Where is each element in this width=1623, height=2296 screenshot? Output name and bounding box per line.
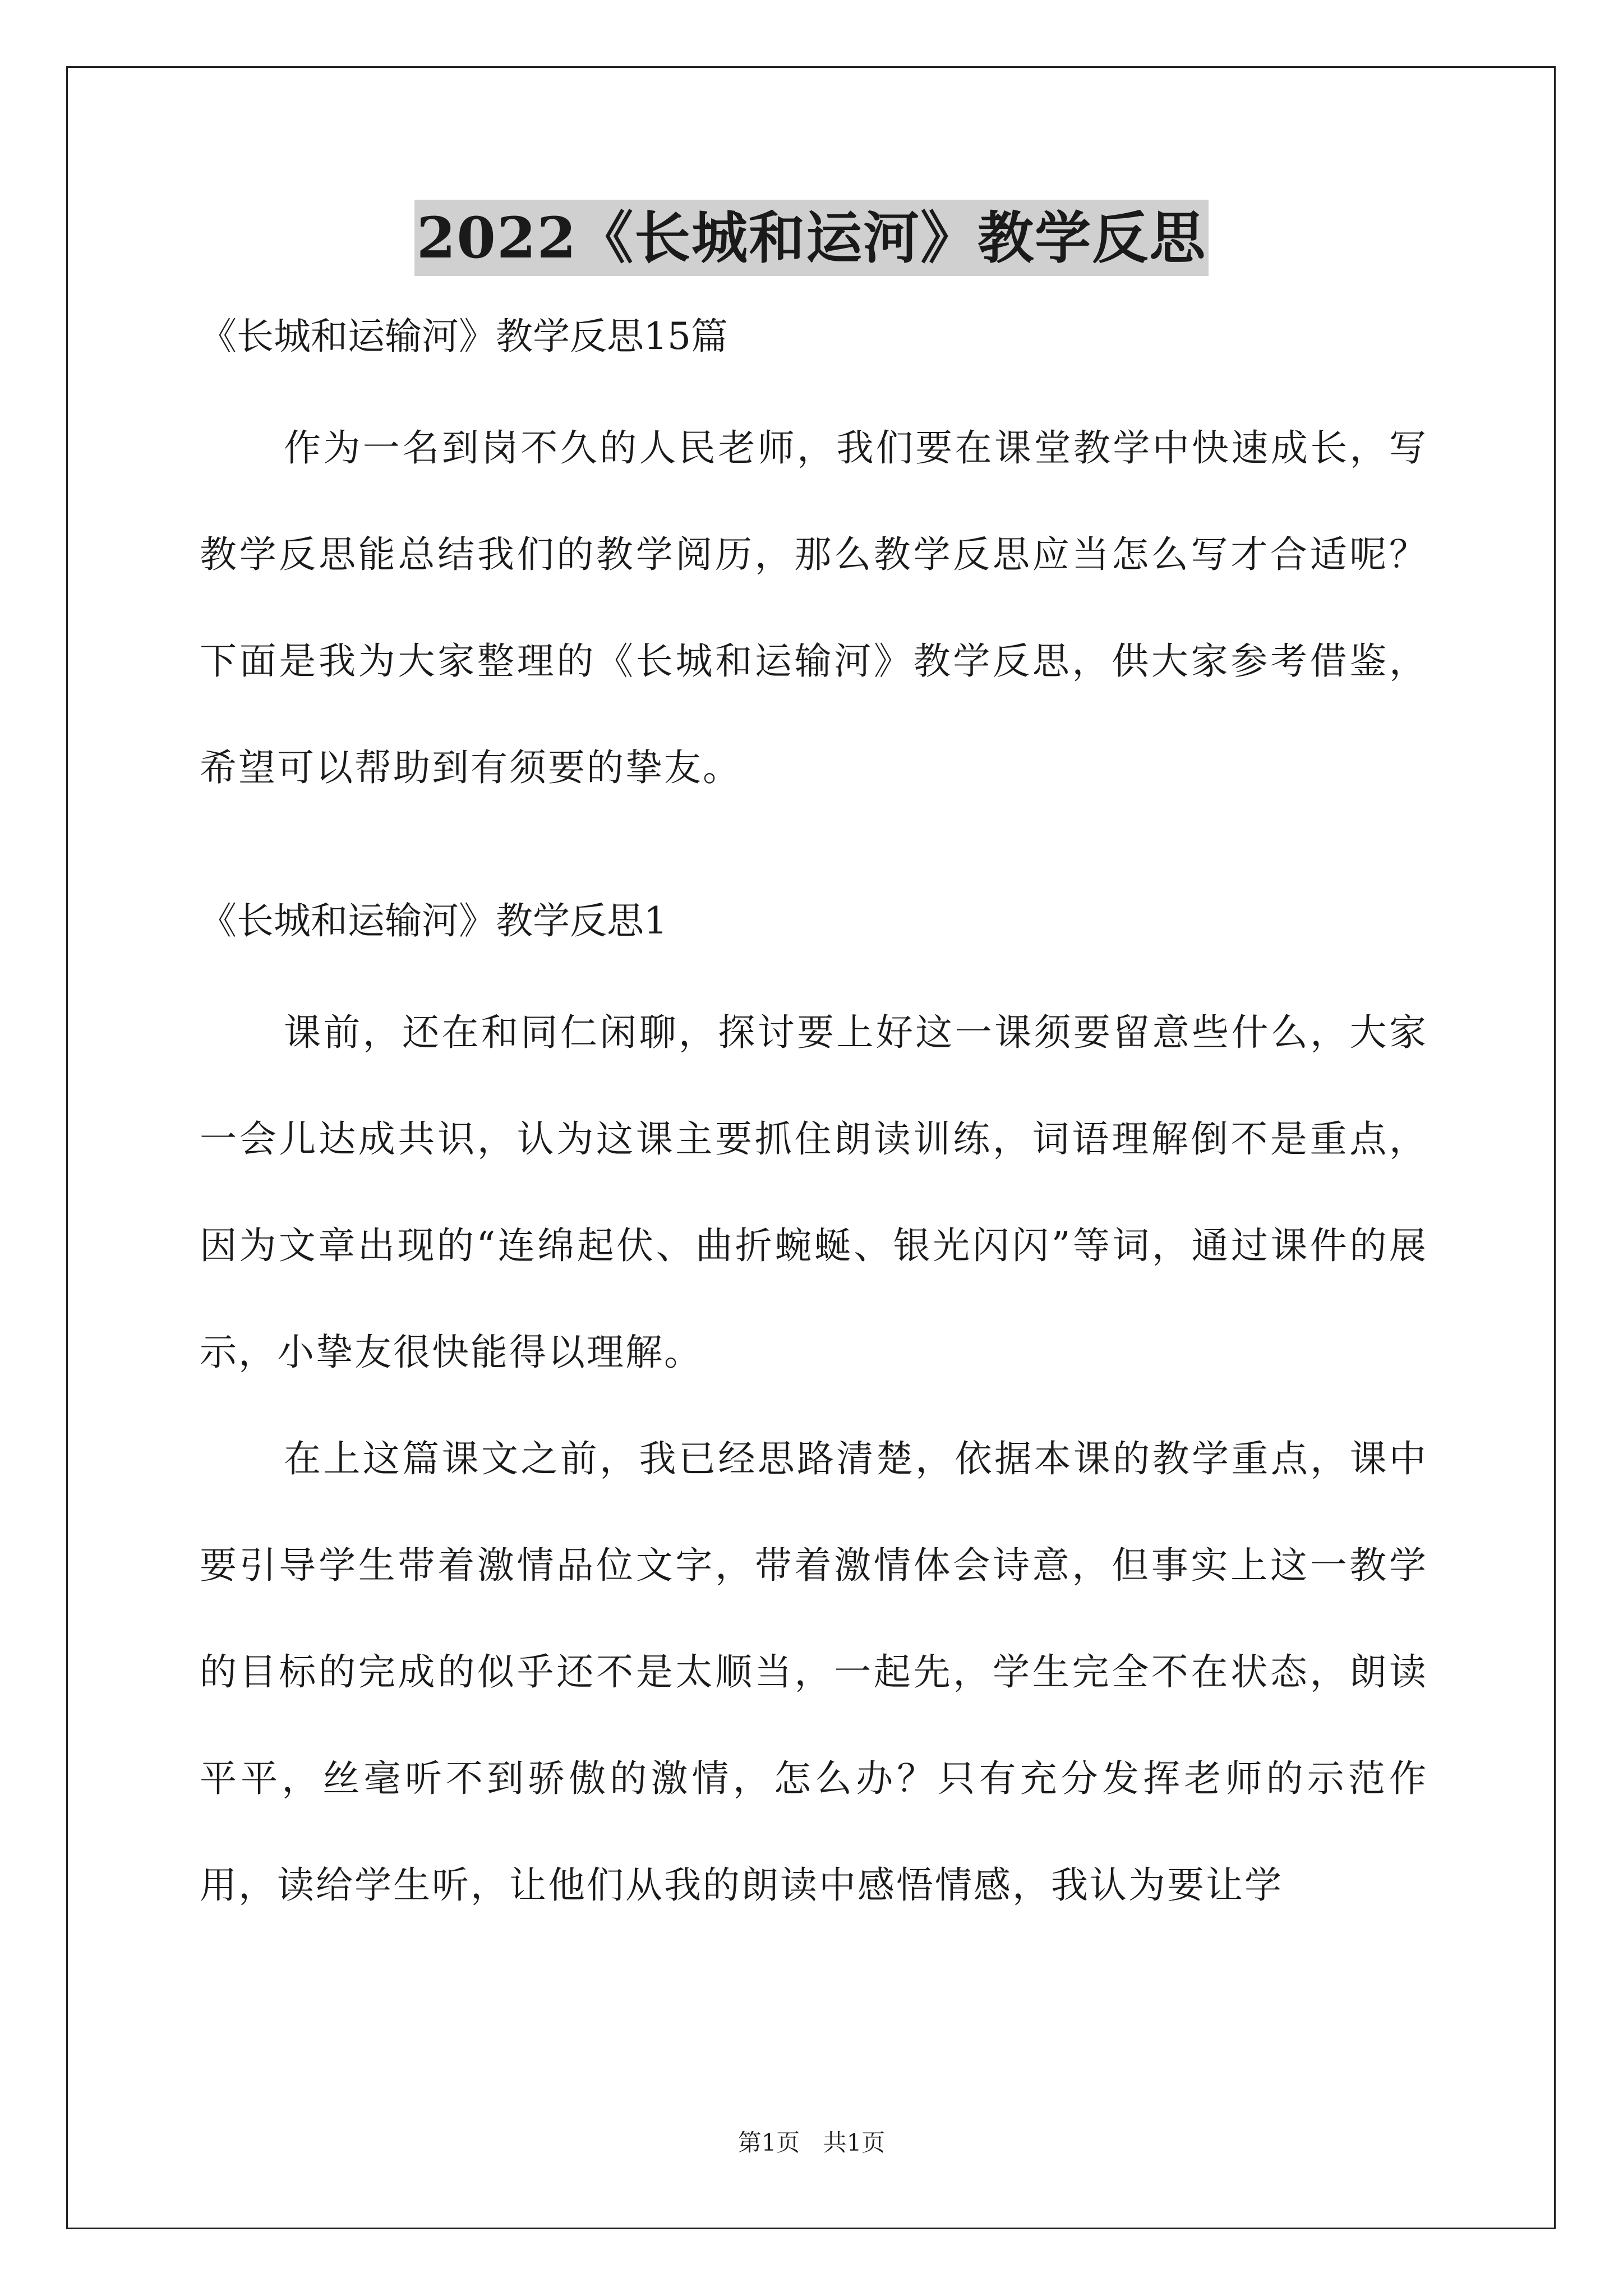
subtitle-heading: 《长城和运输河》教学反思15篇 [200, 315, 728, 358]
intro-paragraph: 作为一名到岗不久的人民老师，我们要在课堂教学中快速成长，写教学反思能总结我们的教学阅历，那么教学反思应当怎么写才合适呢？下面是我为大家整理的《长城和运输河》教学反思，供大家参考借鉴，希望可以帮助到有须要的挚友。 [200, 426, 1428, 789]
page-footer [0, 2126, 1623, 2160]
section-heading: 《长城和运输河》教学反思1 [200, 899, 667, 942]
body-paragraph: 在上这篇课文之前，我已经思路清楚，依据本课的教学重点，课中要引导学生带着激情品位文字，带着激情体会诗意，但事实上这一教学的目标的完成的似乎还不是太顺当，一起先，学生完全不在状态，朗读平平，丝毫听不到骄傲的激情，怎么办？只有充分发挥老师的示范作用，读给学生听，让他们从我的朗读中感悟情感，我认为要让学 [200, 1437, 1428, 1907]
spacer [200, 364, 1428, 395]
title-wrap [0, 200, 1623, 276]
document-body [200, 310, 1428, 1939]
page-number: 第1页 [737, 2129, 800, 2156]
spacer [200, 821, 1428, 894]
page-total: 共1页 [823, 2129, 886, 2156]
spacer [200, 948, 1428, 979]
body-paragraph: 课前，还在和同仁闲聊，探讨要上好这一课须要留意些什么，大家一会儿达成共识，认为这课主要抓住朗读训练，词语理解倒不是重点，因为文章出现的“连绵起伏、曲折蜿蜒、银光闪闪”等词，通过课件的展示，小挚友很快能得以理解。 [200, 1011, 1428, 1374]
document-title: 2022《长城和运河》教学反思 [414, 200, 1209, 276]
